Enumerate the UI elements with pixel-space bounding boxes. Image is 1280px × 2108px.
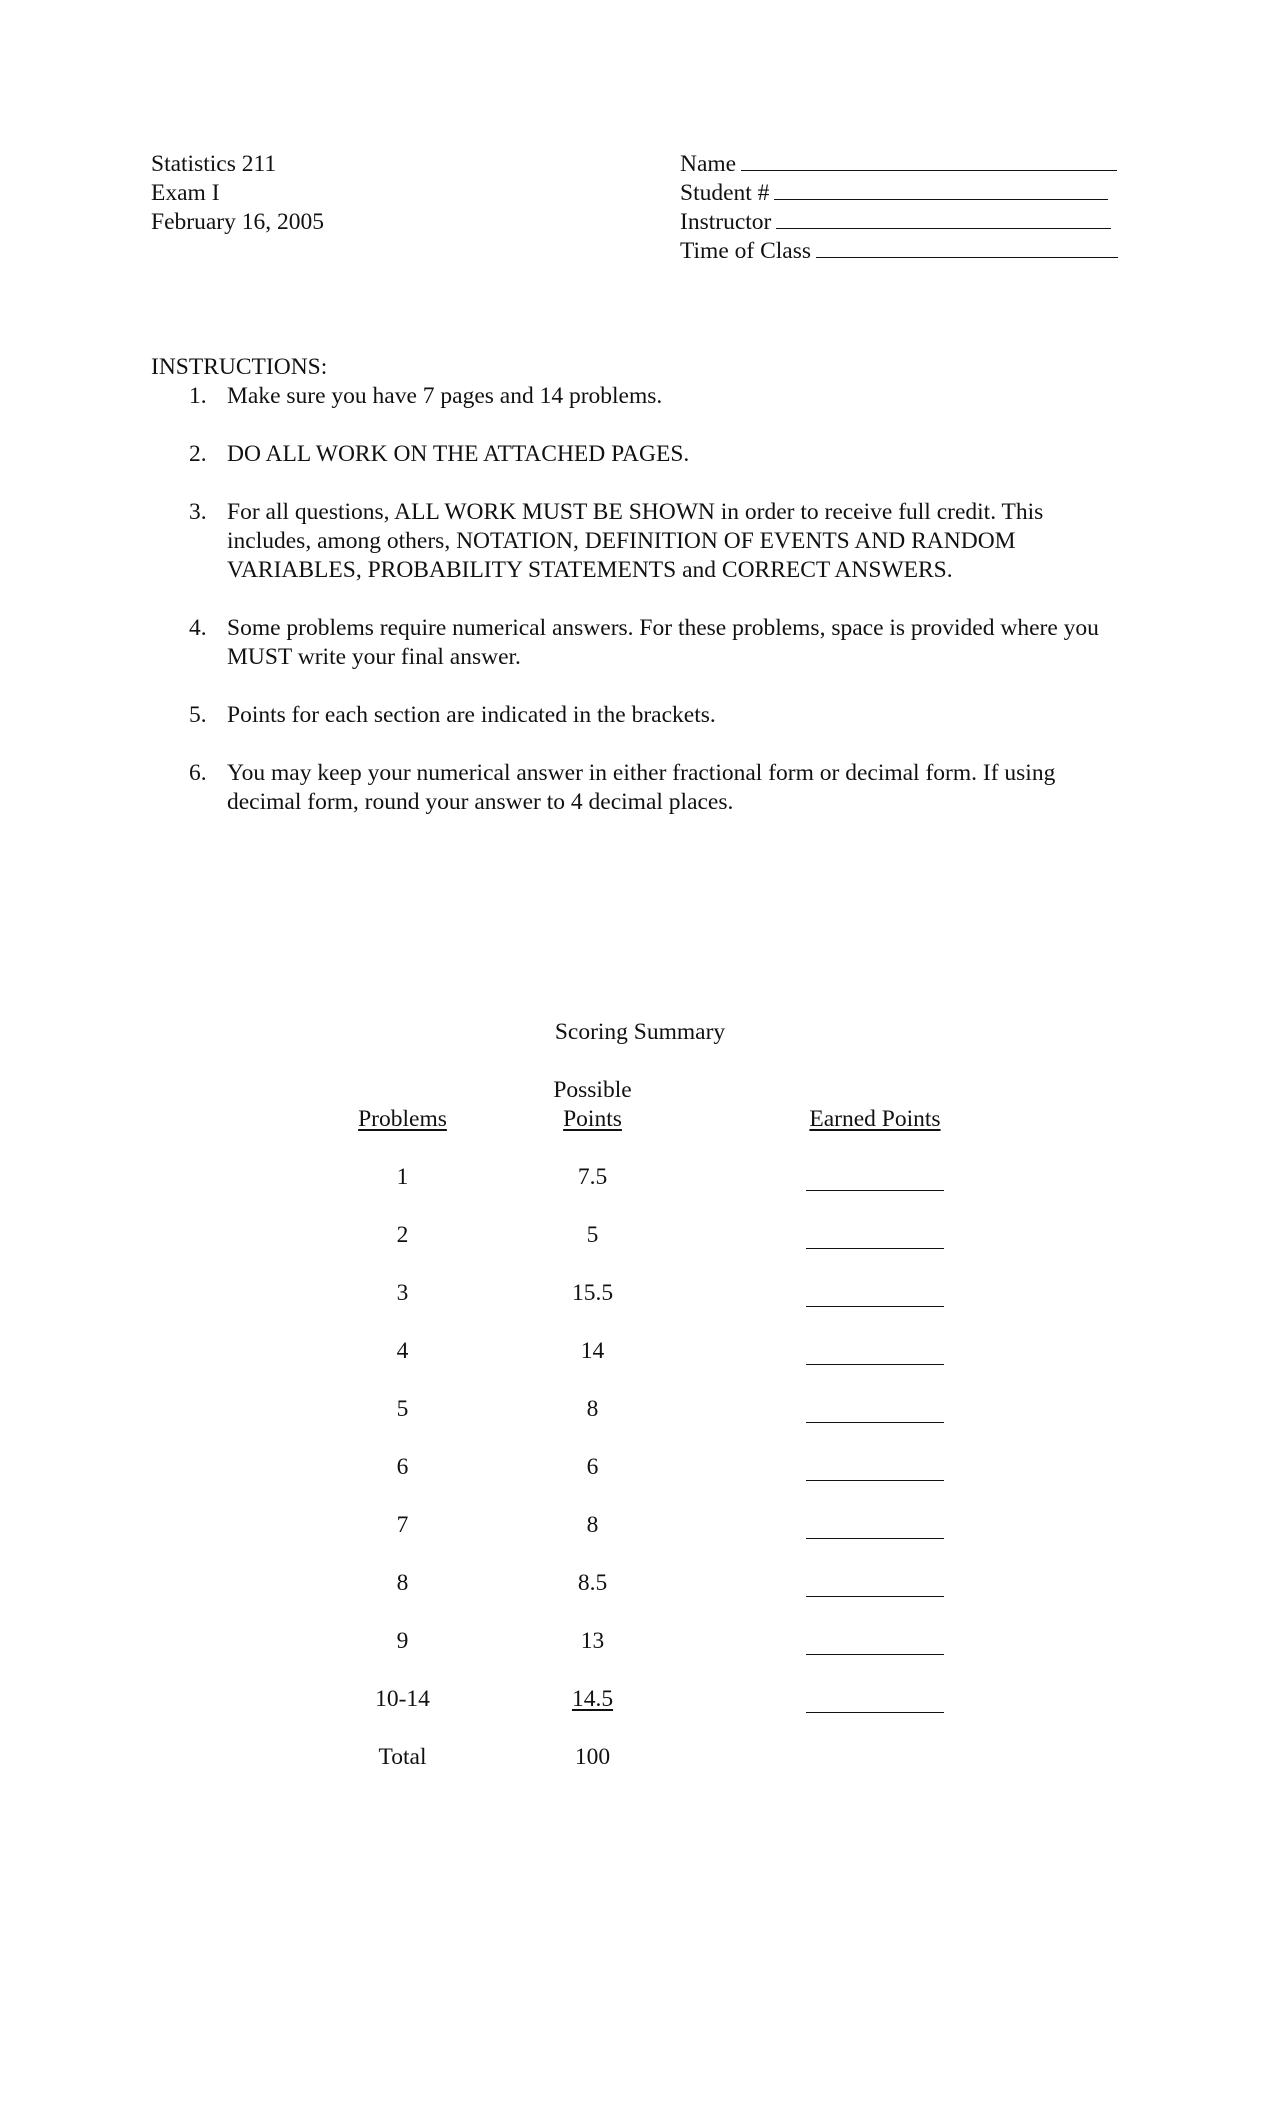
problem-number: 8: [396, 1570, 409, 1596]
problem-number: 4: [396, 1338, 409, 1364]
instruction-item: [151, 498, 1131, 585]
possible-points-value: 7.5: [577, 1164, 608, 1190]
total-label: Total: [378, 1744, 427, 1770]
earned-points-blank[interactable]: [806, 1364, 944, 1365]
possible-points-value: 13: [580, 1628, 605, 1654]
instruction-text: Some problems require numerical answers. For these problems, space is provided where you MUST write your final answer.: [227, 615, 1099, 670]
earned-points-blank[interactable]: [806, 1654, 944, 1655]
instructor-blank-line[interactable]: [776, 208, 1111, 229]
possible-points-value: 8: [586, 1396, 599, 1422]
problem-number: 9: [396, 1628, 409, 1654]
possible-points-value: 8.5: [577, 1570, 608, 1596]
instruction-number: 6.: [189, 760, 207, 786]
possible-points-value: 8: [586, 1512, 599, 1538]
name-field-label: Name: [680, 151, 737, 177]
instructions-heading: INSTRUCTIONS:: [151, 354, 328, 380]
instruction-number: 3.: [189, 499, 207, 525]
possible-points-value: 6: [586, 1454, 599, 1480]
problem-number: 10-14: [375, 1686, 430, 1712]
instruction-item: [151, 382, 1131, 411]
instruction-text: Points for each section are indicated in the brackets.: [227, 702, 716, 728]
earned-points-blank[interactable]: [806, 1248, 944, 1249]
course-name: Statistics 211: [151, 151, 277, 177]
possible-points-value: 5: [586, 1222, 599, 1248]
earned-points-column-header: Earned Points: [809, 1106, 941, 1132]
name-blank-line[interactable]: [741, 150, 1117, 171]
instruction-number: 2.: [189, 441, 207, 467]
instruction-text: For all questions, ALL WORK MUST BE SHOWN in order to receive full credit. This includes, among others, NOTATION, DEFINITION OF EVENTS AND RANDOM VARIABLES, PROBABILITY STATEMENTS and CORRECT ANSWERS.: [227, 499, 1044, 583]
earned-points-blank[interactable]: [806, 1190, 944, 1191]
exam-date: February 16, 2005: [151, 209, 324, 235]
problem-number: 7: [396, 1512, 409, 1538]
instruction-number: 4.: [189, 615, 207, 641]
instruction-number: 1.: [189, 383, 207, 409]
instruction-text: You may keep your numerical answer in either fractional form or decimal form. If using decimal form, round your answer to 4 decimal places.: [227, 760, 1056, 815]
instruction-text: Make sure you have 7 pages and 14 problems.: [227, 383, 663, 409]
problem-number: 6: [396, 1454, 409, 1480]
name-field[interactable]: [680, 150, 1118, 179]
earned-points-blank[interactable]: [806, 1306, 944, 1307]
time-of-class-blank-line[interactable]: [816, 237, 1118, 258]
student-number-label: Student #: [680, 180, 770, 206]
total-points-value: 100: [574, 1744, 611, 1770]
possible-points-value: 14: [580, 1338, 605, 1364]
earned-points-blank[interactable]: [806, 1712, 944, 1713]
instruction-item: [151, 440, 1131, 469]
time-of-class-label: Time of Class: [680, 238, 812, 264]
exam-name: Exam I: [151, 180, 220, 206]
problem-number: 5: [396, 1396, 409, 1422]
instruction-item: [151, 614, 1131, 672]
instructor-field[interactable]: [680, 208, 1118, 237]
instructor-label: Instructor: [680, 209, 772, 235]
instruction-item: [151, 701, 1131, 730]
instructions-section: [151, 353, 1131, 846]
earned-points-blank[interactable]: [806, 1480, 944, 1481]
student-info-fields: [680, 150, 1118, 266]
problem-number: 3: [396, 1280, 409, 1306]
instruction-text: DO ALL WORK ON THE ATTACHED PAGES.: [227, 441, 690, 467]
problem-number: 1: [396, 1164, 409, 1190]
instruction-number: 5.: [189, 702, 207, 728]
problem-number: 2: [396, 1222, 409, 1248]
possible-points-header-line1: Possible: [553, 1077, 632, 1103]
possible-points-header-line2: Points: [563, 1106, 622, 1132]
earned-points-blank[interactable]: [806, 1596, 944, 1597]
earned-points-blank[interactable]: [806, 1422, 944, 1423]
instructions-list: [151, 382, 1131, 817]
problems-column-header: Problems: [358, 1106, 447, 1132]
earned-points-blank[interactable]: [806, 1538, 944, 1539]
instruction-item: [151, 759, 1131, 817]
student-number-blank-line[interactable]: [774, 179, 1108, 200]
time-of-class-field[interactable]: [680, 237, 1118, 266]
student-number-field[interactable]: [680, 179, 1118, 208]
possible-points-value: 15.5: [571, 1280, 614, 1306]
course-info: [151, 150, 324, 237]
scoring-summary-title: Scoring Summary: [554, 1019, 726, 1045]
possible-points-value: 14.5: [571, 1686, 614, 1712]
